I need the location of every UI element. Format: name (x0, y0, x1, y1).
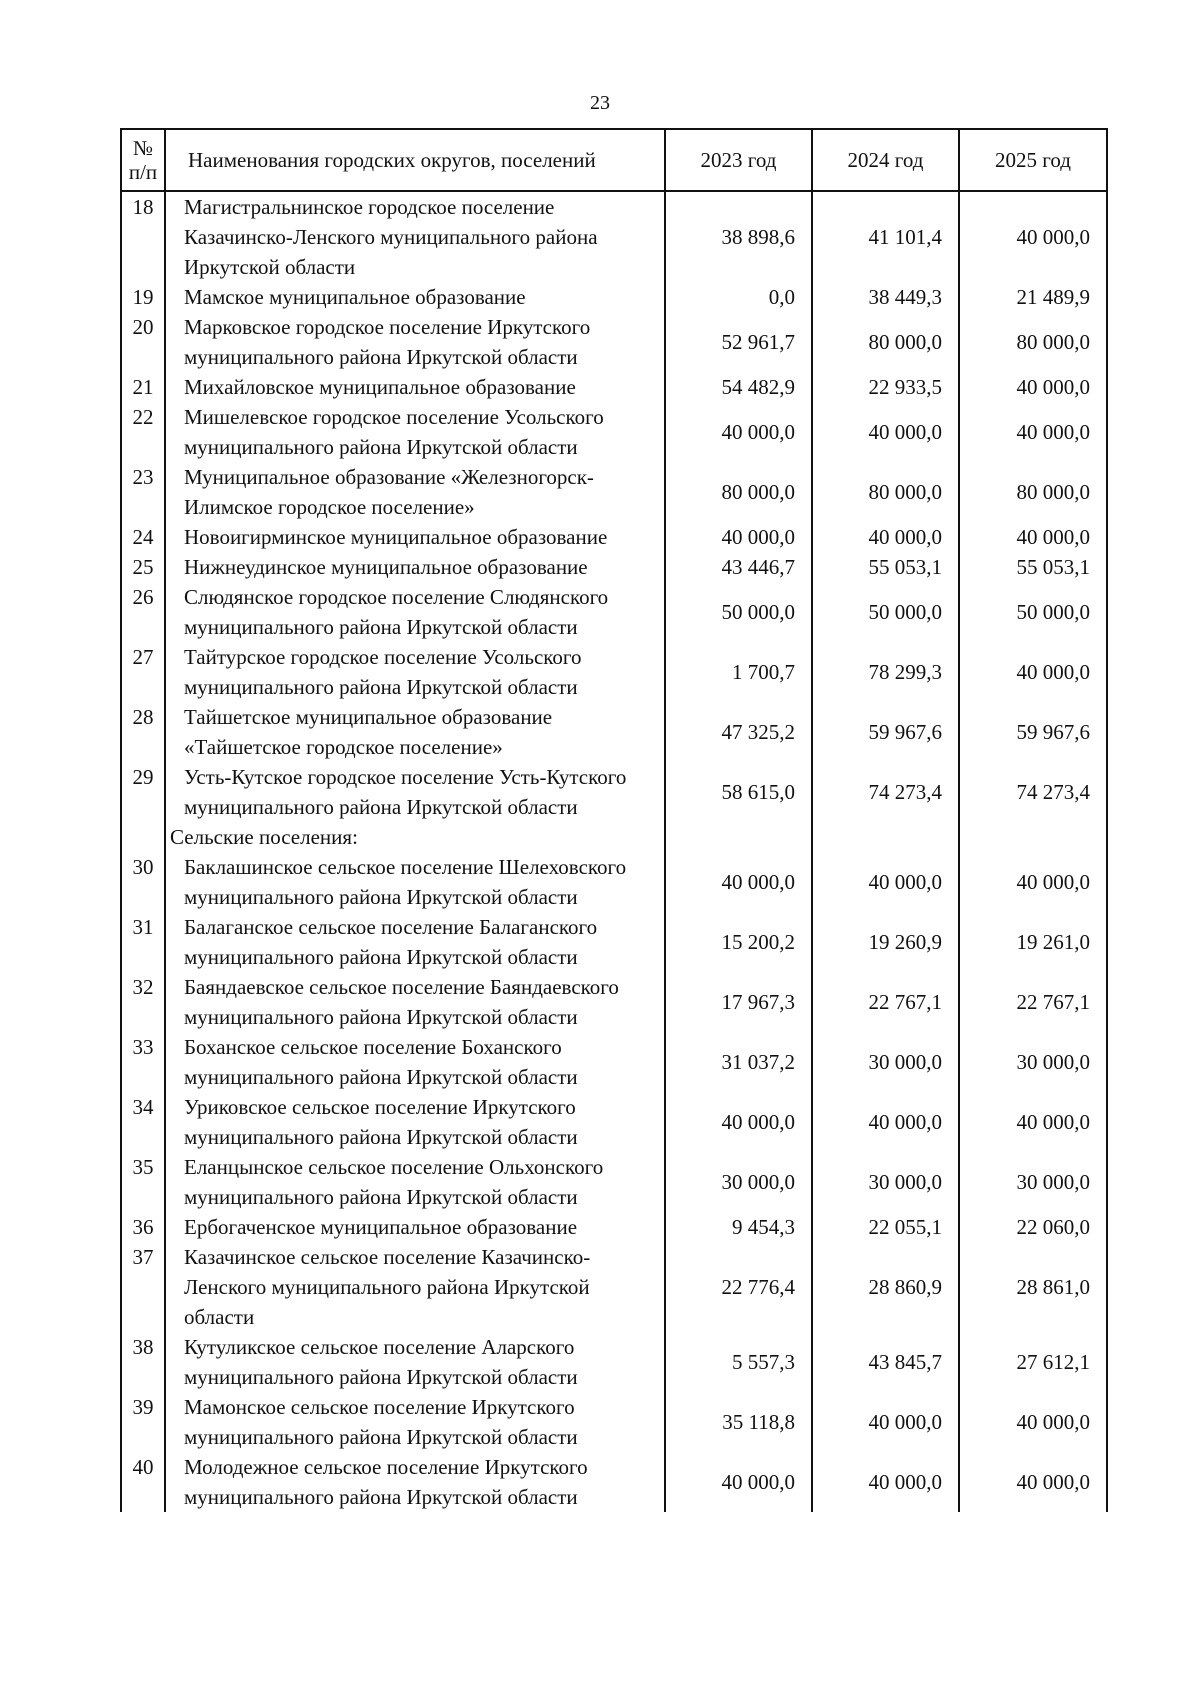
value-2024: 30 000,0 (812, 1032, 959, 1092)
row-number: 23 (121, 462, 165, 522)
value-2025: 40 000,0 (959, 1452, 1107, 1512)
value-2024: 74 273,4 (812, 762, 959, 822)
value-2023: 54 482,9 (665, 372, 812, 402)
value-2024: 38 449,3 (812, 282, 959, 312)
row-name: Кутуликское сельское поселение Аларского муниципального района Иркутской области (165, 1332, 665, 1392)
row-number: 19 (121, 282, 165, 312)
table-header (121, 129, 1107, 191)
header-2024: 2024 год (812, 129, 959, 191)
value-2025: 22 767,1 (959, 972, 1107, 1032)
table-row (121, 1212, 1107, 1242)
table-row (121, 402, 1107, 462)
value-2023: 80 000,0 (665, 462, 812, 522)
section-row (121, 822, 1107, 852)
row-number: 40 (121, 1452, 165, 1512)
header-2025: 2025 год (959, 129, 1107, 191)
row-number: 31 (121, 912, 165, 972)
value-2024: 43 845,7 (812, 1332, 959, 1392)
row-number: 20 (121, 312, 165, 372)
section-label: Сельские поселения: (165, 822, 665, 852)
table-row (121, 191, 1107, 282)
row-number: 38 (121, 1332, 165, 1392)
value-2025: 55 053,1 (959, 552, 1107, 582)
value-2024: 19 260,9 (812, 912, 959, 972)
value-2023: 1 700,7 (665, 642, 812, 702)
row-number: 18 (121, 191, 165, 282)
section-empty-cell (959, 822, 1107, 852)
value-2023: 35 118,8 (665, 1392, 812, 1452)
table-row (121, 462, 1107, 522)
row-name: Новоигирминское муниципальное образование (165, 522, 665, 552)
table-row (121, 1332, 1107, 1392)
table-row (121, 1392, 1107, 1452)
row-number: 26 (121, 582, 165, 642)
value-2025: 40 000,0 (959, 852, 1107, 912)
table-body (121, 191, 1107, 1512)
page-number: 23 (590, 92, 610, 114)
header-num-line1: № (132, 136, 154, 160)
row-number: 30 (121, 852, 165, 912)
value-2024: 22 767,1 (812, 972, 959, 1032)
row-name: Муниципальное образование «Железногорск-Илимское городское поселение» (165, 462, 665, 522)
value-2025: 40 000,0 (959, 642, 1107, 702)
value-2025: 40 000,0 (959, 1092, 1107, 1152)
row-name: Магистральнинское городское поселение Казачинско-Ленского муниципального района Иркутской области (165, 191, 665, 282)
row-number: 33 (121, 1032, 165, 1092)
row-name: Боханское сельское поселение Боханского муниципального района Иркутской области (165, 1032, 665, 1092)
table-row (121, 1152, 1107, 1212)
section-empty-cell (812, 822, 959, 852)
value-2023: 0,0 (665, 282, 812, 312)
value-2023: 58 615,0 (665, 762, 812, 822)
value-2023: 50 000,0 (665, 582, 812, 642)
value-2024: 40 000,0 (812, 1452, 959, 1512)
row-number: 25 (121, 552, 165, 582)
table-row (121, 552, 1107, 582)
value-2025: 74 273,4 (959, 762, 1107, 822)
row-number: 39 (121, 1392, 165, 1452)
table-row (121, 912, 1107, 972)
row-number: 22 (121, 402, 165, 462)
value-2023: 40 000,0 (665, 1092, 812, 1152)
value-2023: 47 325,2 (665, 702, 812, 762)
table-row (121, 702, 1107, 762)
value-2024: 40 000,0 (812, 852, 959, 912)
row-name: Уриковское сельское поселение Иркутского муниципального района Иркутской области (165, 1092, 665, 1152)
value-2025: 30 000,0 (959, 1152, 1107, 1212)
value-2025: 80 000,0 (959, 462, 1107, 522)
header-row (121, 129, 1107, 191)
value-2024: 40 000,0 (812, 1092, 959, 1152)
value-2023: 43 446,7 (665, 552, 812, 582)
value-2025: 80 000,0 (959, 312, 1107, 372)
value-2023: 30 000,0 (665, 1152, 812, 1212)
row-number: 21 (121, 372, 165, 402)
row-name: Ербогаченское муниципальное образование (165, 1212, 665, 1242)
value-2024: 55 053,1 (812, 552, 959, 582)
row-name: Мамонское сельское поселение Иркутского муниципального района Иркутской области (165, 1392, 665, 1452)
row-name: Казачинское сельское поселение Казачинско-Ленского муниципального района Иркутской области (165, 1242, 665, 1332)
table-row (121, 312, 1107, 372)
value-2025: 19 261,0 (959, 912, 1107, 972)
table-row (121, 1452, 1107, 1512)
table-row (121, 972, 1107, 1032)
value-2023: 40 000,0 (665, 1452, 812, 1512)
row-name: Баяндаевское сельское поселение Баяндаевского муниципального района Иркутской области (165, 972, 665, 1032)
section-num-cell (121, 822, 165, 852)
table-row (121, 1092, 1107, 1152)
row-number: 37 (121, 1242, 165, 1332)
row-number: 29 (121, 762, 165, 822)
value-2024: 40 000,0 (812, 522, 959, 552)
value-2024: 80 000,0 (812, 312, 959, 372)
value-2025: 40 000,0 (959, 191, 1107, 282)
value-2024: 22 055,1 (812, 1212, 959, 1242)
row-name: Баклашинское сельское поселение Шелеховского муниципального района Иркутской области (165, 852, 665, 912)
header-name: Наименования городских округов, поселений (165, 129, 665, 191)
row-number: 36 (121, 1212, 165, 1242)
row-name: Еланцынское сельское поселение Ольхонского муниципального района Иркутской области (165, 1152, 665, 1212)
row-name: Тайшетское муниципальное образование «Тайшетское городское поселение» (165, 702, 665, 762)
value-2024: 41 101,4 (812, 191, 959, 282)
value-2023: 31 037,2 (665, 1032, 812, 1092)
value-2024: 40 000,0 (812, 402, 959, 462)
table-row (121, 372, 1107, 402)
row-name: Усть-Кутское городское поселение Усть-Кутского муниципального района Иркутской области (165, 762, 665, 822)
value-2024: 80 000,0 (812, 462, 959, 522)
value-2023: 38 898,6 (665, 191, 812, 282)
value-2023: 15 200,2 (665, 912, 812, 972)
budget-table-container (120, 128, 1106, 1512)
value-2023: 52 961,7 (665, 312, 812, 372)
value-2025: 40 000,0 (959, 522, 1107, 552)
value-2024: 28 860,9 (812, 1242, 959, 1332)
table-row (121, 522, 1107, 552)
row-name: Марковское городское поселение Иркутского муниципального района Иркутской области (165, 312, 665, 372)
value-2024: 22 933,5 (812, 372, 959, 402)
row-name: Михайловское муниципальное образование (165, 372, 665, 402)
value-2025: 50 000,0 (959, 582, 1107, 642)
header-num (121, 129, 165, 191)
row-name: Мишелевское городское поселение Усольского муниципального района Иркутской области (165, 402, 665, 462)
value-2023: 5 557,3 (665, 1332, 812, 1392)
value-2023: 17 967,3 (665, 972, 812, 1032)
row-name: Слюдянское городское поселение Слюдянского муниципального района Иркутской области (165, 582, 665, 642)
table-row (121, 1032, 1107, 1092)
value-2025: 40 000,0 (959, 1392, 1107, 1452)
header-2023: 2023 год (665, 129, 812, 191)
value-2023: 40 000,0 (665, 522, 812, 552)
table-row (121, 582, 1107, 642)
row-number: 28 (121, 702, 165, 762)
value-2023: 40 000,0 (665, 402, 812, 462)
value-2024: 30 000,0 (812, 1152, 959, 1212)
value-2025: 59 967,6 (959, 702, 1107, 762)
value-2025: 40 000,0 (959, 372, 1107, 402)
value-2023: 40 000,0 (665, 852, 812, 912)
budget-table (120, 128, 1108, 1512)
row-number: 34 (121, 1092, 165, 1152)
table-row (121, 762, 1107, 822)
row-number: 32 (121, 972, 165, 1032)
value-2025: 21 489,9 (959, 282, 1107, 312)
row-name: Мамское муниципальное образование (165, 282, 665, 312)
value-2025: 28 861,0 (959, 1242, 1107, 1332)
table-row (121, 642, 1107, 702)
value-2025: 40 000,0 (959, 402, 1107, 462)
table-row (121, 852, 1107, 912)
header-num-line2: п/п (128, 160, 158, 184)
row-number: 35 (121, 1152, 165, 1212)
row-name: Нижнеудинское муниципальное образование (165, 552, 665, 582)
row-name: Балаганское сельское поселение Балаганского муниципального района Иркутской области (165, 912, 665, 972)
section-empty-cell (665, 822, 812, 852)
value-2025: 27 612,1 (959, 1332, 1107, 1392)
value-2025: 22 060,0 (959, 1212, 1107, 1242)
row-name: Молодежное сельское поселение Иркутского муниципального района Иркутской области (165, 1452, 665, 1512)
row-number: 27 (121, 642, 165, 702)
value-2024: 78 299,3 (812, 642, 959, 702)
value-2024: 59 967,6 (812, 702, 959, 762)
value-2023: 9 454,3 (665, 1212, 812, 1242)
table-row (121, 1242, 1107, 1332)
value-2023: 22 776,4 (665, 1242, 812, 1332)
value-2024: 50 000,0 (812, 582, 959, 642)
row-name: Тайтурское городское поселение Усольского муниципального района Иркутской области (165, 642, 665, 702)
value-2024: 40 000,0 (812, 1392, 959, 1452)
value-2025: 30 000,0 (959, 1032, 1107, 1092)
table-row (121, 282, 1107, 312)
row-number: 24 (121, 522, 165, 552)
